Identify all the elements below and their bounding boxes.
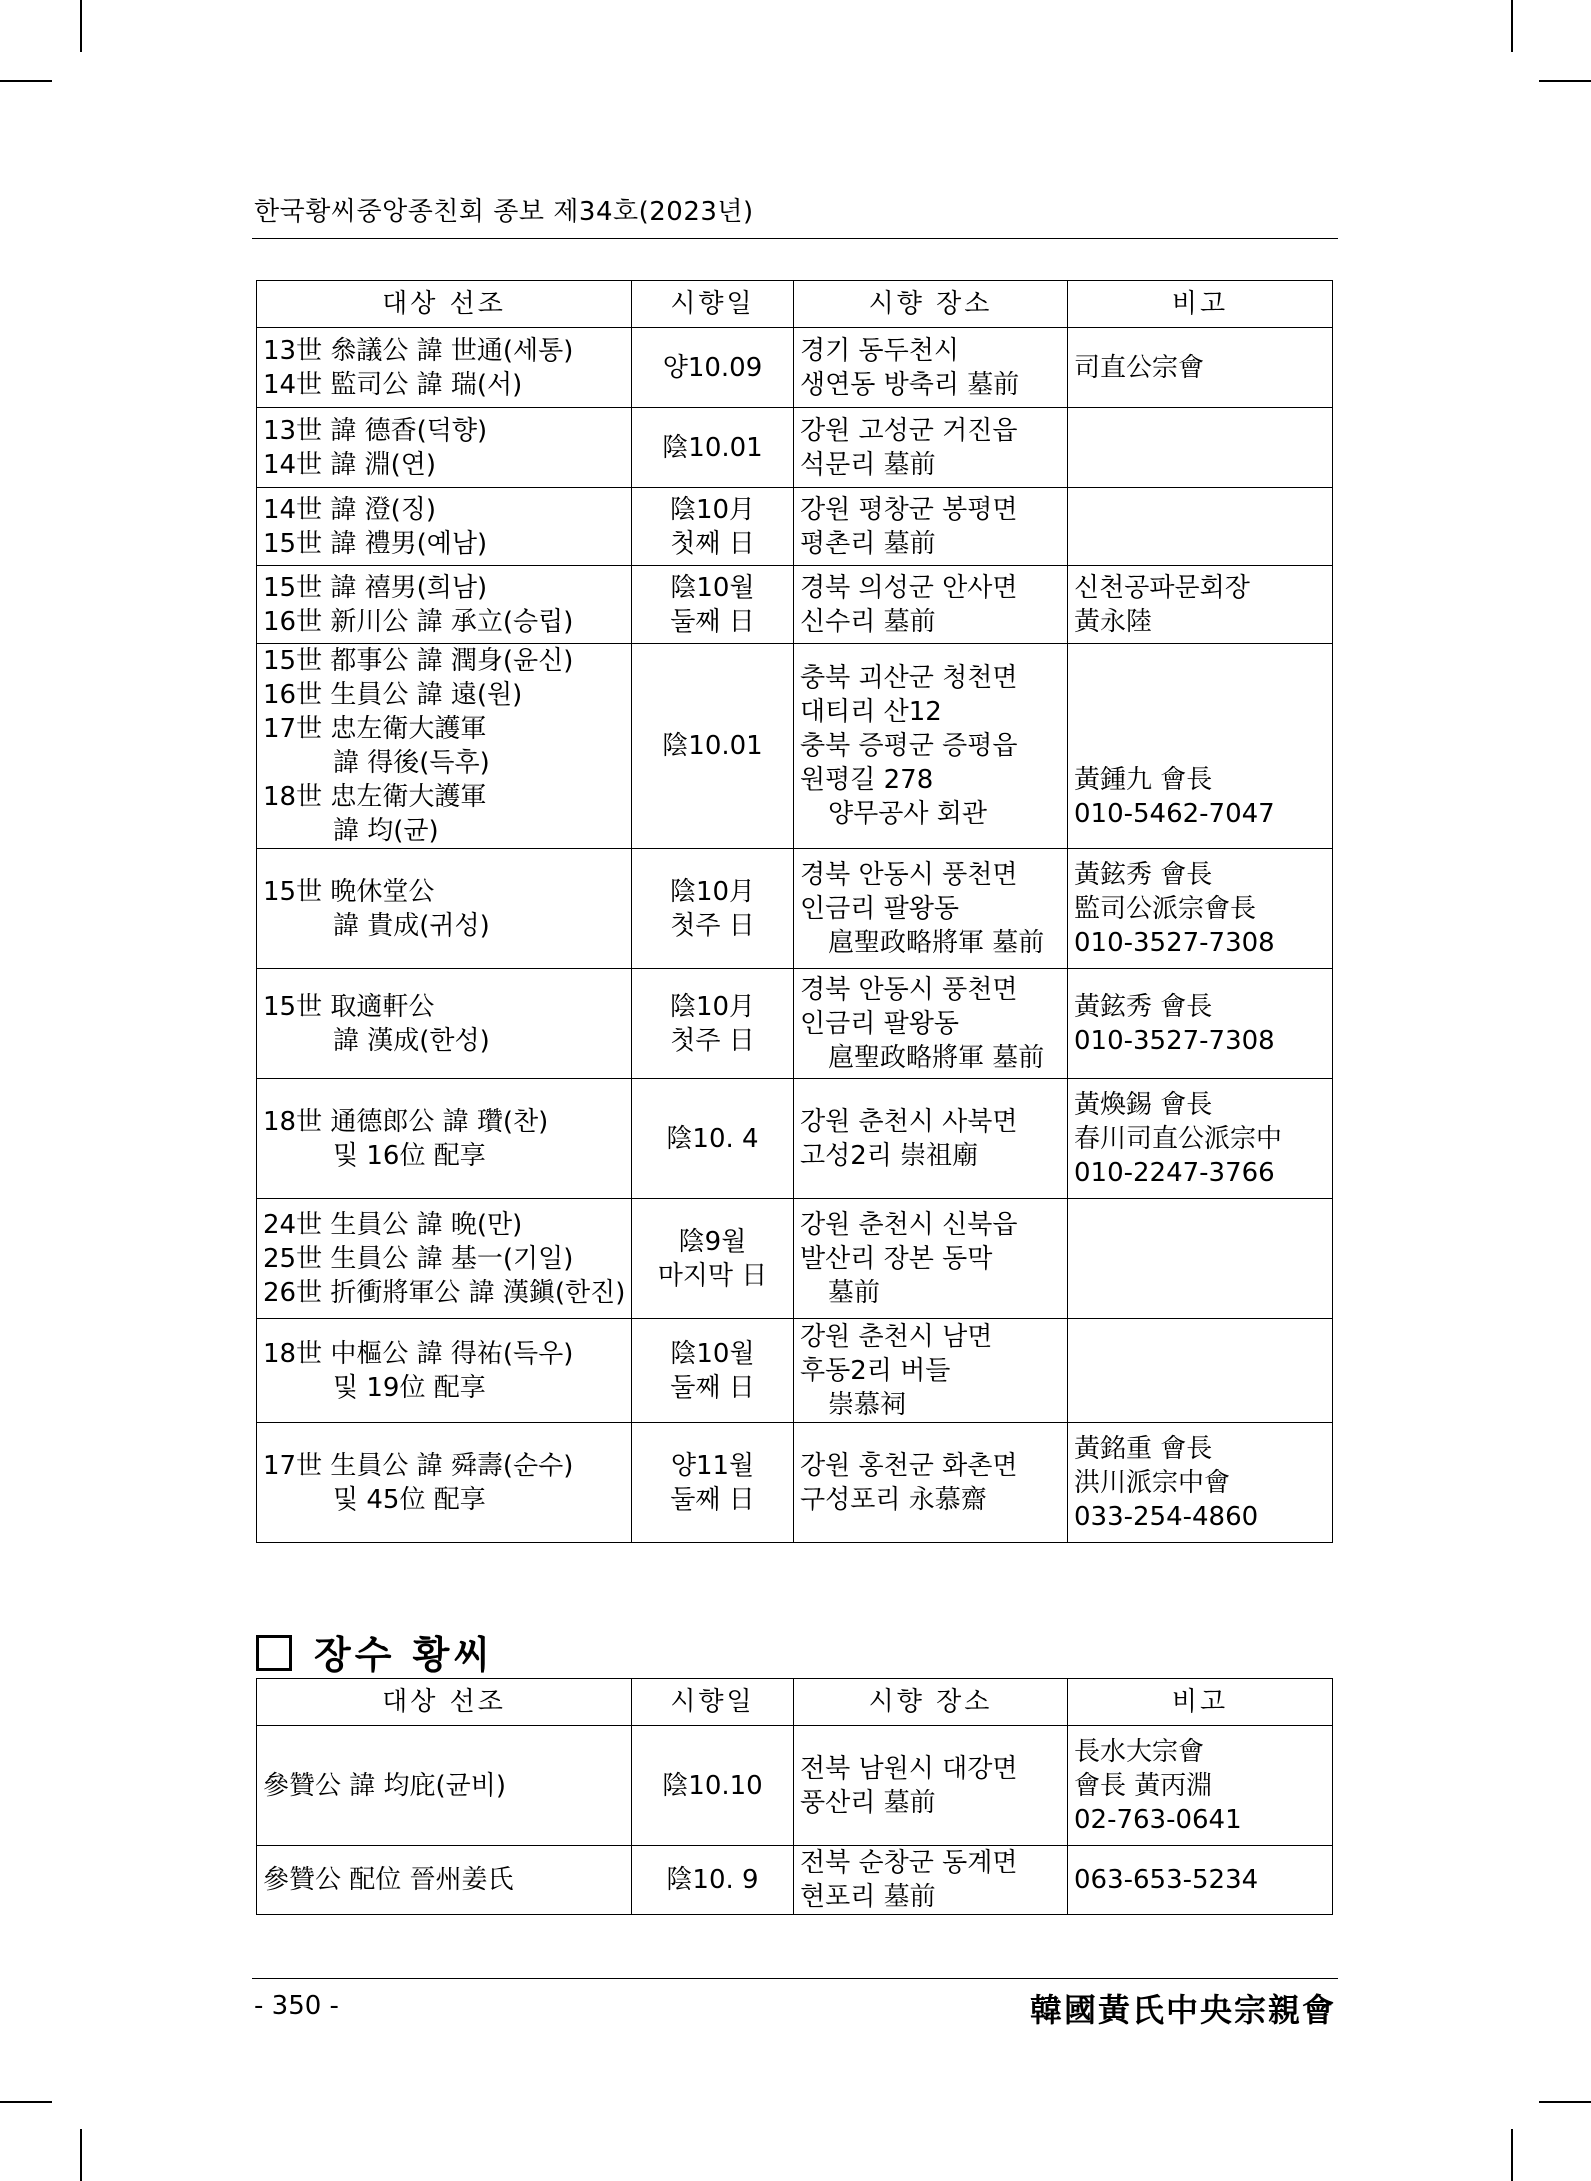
date-cell <box>632 1423 794 1543</box>
ancestor-cell-line: 16世 新川公 諱 承立(승립) <box>263 606 574 637</box>
table-row <box>257 644 1333 849</box>
col-header-ancestor: 대상 선조 <box>257 281 632 328</box>
crop-mark <box>1511 2129 1513 2181</box>
ancestor-cell-line: 參贊公 配位 晉州姜氏 <box>263 1865 514 1895</box>
place-cell-line: 원평길 278 <box>800 765 934 795</box>
date-cell-line: 陰10. 4 <box>666 1123 759 1154</box>
ancestor-cell-line: 18世 通德郎公 諱 瓚(찬) <box>263 1106 549 1137</box>
col-header-date: 시향일 <box>632 281 794 328</box>
date-cell <box>632 1726 794 1846</box>
date-cell-line: 陰10月 <box>669 991 756 1022</box>
date-cell-line: 양11월 <box>670 1450 755 1481</box>
table-row <box>257 1726 1333 1846</box>
note-cell-line: 長水大宗會 <box>1074 1736 1205 1767</box>
note-cell-line: 監司公派宗會長 <box>1074 893 1257 924</box>
checkbox-square-icon <box>256 1635 292 1671</box>
ancestor-cell-line: 15世 諱 禧男(희남) <box>263 572 488 603</box>
note-cell <box>1068 1423 1333 1543</box>
place-cell-line: 경북 안동시 풍천면 <box>800 974 1018 1005</box>
section-title: 장수 황씨 <box>314 1633 495 1677</box>
note-cell-line: 黃銘重 會長 <box>1074 1433 1213 1464</box>
place-cell-line: 고성2리 崇祖廟 <box>800 1140 979 1171</box>
note-cell-line: 010-3527-7308 <box>1074 1025 1275 1056</box>
col-header-note: 비고 <box>1068 281 1333 328</box>
ancestor-cell <box>257 566 632 644</box>
note-cell <box>1068 849 1333 969</box>
date-cell-line: 둘째 日 <box>670 1372 755 1403</box>
section-heading <box>256 1624 494 1679</box>
col-header-place: 시향 장소 <box>794 1679 1068 1726</box>
ancestor-cell-line: 14世 諱 澄(징) <box>263 494 437 525</box>
place-cell <box>794 644 1068 849</box>
ancestor-cell <box>257 849 632 969</box>
place-cell-line: 후동2리 버들 <box>800 1355 951 1386</box>
place-cell-line: 경북 안동시 풍천면 <box>800 859 1018 890</box>
place-cell <box>794 1726 1068 1846</box>
note-cell <box>1068 1079 1333 1199</box>
note-cell-line: 033-254-4860 <box>1074 1501 1259 1532</box>
date-cell-line: 陰10.10 <box>662 1770 763 1801</box>
place-cell <box>794 849 1068 969</box>
note-cell-line: 010-5462-7047 <box>1074 799 1275 829</box>
place-cell-line: 생연동 방축리 墓前 <box>800 369 1020 400</box>
date-cell-line: 양10.09 <box>662 352 763 383</box>
note-cell-line: 黃鍾九 會長 <box>1074 765 1213 795</box>
ancestor-cell-line: 25世 生員公 諱 基一(기일) <box>263 1243 574 1274</box>
ancestor-cell <box>257 644 632 849</box>
place-cell <box>794 969 1068 1079</box>
note-cell-line: 黃永陸 <box>1074 606 1153 637</box>
place-cell-line: 현포리 墓前 <box>800 1882 936 1912</box>
place-cell-line: 석문리 墓前 <box>800 449 936 480</box>
ancestor-cell-line: 15世 晩休堂公 <box>263 876 435 907</box>
place-cell-line: 扈聖政略將軍 墓前 <box>828 1042 1045 1073</box>
table-row <box>257 1079 1333 1199</box>
ancestor-cell-line: 諱 得後(득후) <box>333 748 490 778</box>
ancestor-cell <box>257 1199 632 1319</box>
crop-mark <box>1539 80 1591 82</box>
date-cell-line: 陰10月 <box>669 494 756 525</box>
table-header-row <box>257 281 1333 328</box>
place-cell <box>794 1846 1068 1915</box>
note-cell-line: 010-3527-7308 <box>1074 927 1275 958</box>
place-cell <box>794 488 1068 566</box>
ancestor-cell-line: 24世 生員公 諱 晩(만) <box>263 1209 523 1240</box>
note-cell <box>1068 1319 1333 1423</box>
table-row <box>257 1199 1333 1319</box>
note-cell-line <box>1074 729 1326 763</box>
place-cell-line: 경기 동두천시 <box>800 335 959 366</box>
place-cell-line: 발산리 장본 동막 <box>800 1243 993 1274</box>
note-cell-line: 黃煥錫 會長 <box>1074 1089 1213 1120</box>
ancestor-cell <box>257 1846 632 1915</box>
place-cell-line: 충북 증평군 증평읍 <box>800 731 1018 761</box>
date-cell-line: 陰10.01 <box>662 432 763 463</box>
place-cell <box>794 1079 1068 1199</box>
page-header <box>252 190 1338 239</box>
ancestor-cell-line: 諱 漢成(한성) <box>333 1025 490 1056</box>
crop-mark <box>80 0 82 52</box>
date-cell-line: 첫주 日 <box>670 1025 755 1056</box>
place-cell-line: 강원 홍천군 화촌면 <box>800 1450 1018 1481</box>
note-cell-line: 黃鉉秀 會長 <box>1074 991 1213 1022</box>
note-cell-line: 司直公宗會 <box>1074 352 1205 383</box>
date-cell <box>632 849 794 969</box>
crop-mark <box>0 2101 52 2103</box>
ancestor-cell-line: 및 16位 配享 <box>333 1140 486 1171</box>
note-cell <box>1068 408 1333 488</box>
ancestor-cell <box>257 969 632 1079</box>
place-cell-line: 양무공사 회관 <box>828 799 987 829</box>
ancestor-cell-line: 14世 諱 淵(연) <box>263 449 437 480</box>
ancestor-cell <box>257 1423 632 1543</box>
col-header-date: 시향일 <box>632 1679 794 1726</box>
ancestor-cell-line: 18世 中樞公 諱 得祐(득우) <box>263 1338 574 1369</box>
ancestor-cell-line: 諱 均(균) <box>333 816 439 846</box>
note-cell <box>1068 1199 1333 1319</box>
ancestor-cell-line: 15世 諱 禮男(예남) <box>263 528 488 559</box>
place-cell-line: 구성포리 永慕齋 <box>800 1484 987 1515</box>
table-row <box>257 488 1333 566</box>
date-cell-line: 陰10. 9 <box>666 1865 759 1895</box>
table-row <box>257 1846 1333 1915</box>
date-cell <box>632 408 794 488</box>
crop-mark <box>80 2129 82 2181</box>
place-cell <box>794 1423 1068 1543</box>
note-cell-line <box>1074 695 1326 729</box>
note-cell-line: 會長 黃丙淵 <box>1074 1770 1213 1801</box>
ancestor-cell-line: 17世 生員公 諱 舜壽(순수) <box>263 1450 574 1481</box>
place-cell-line: 강원 춘천시 사북면 <box>800 1106 1018 1137</box>
place-cell <box>794 1319 1068 1423</box>
place-cell-line: 인금리 팔왕동 <box>800 893 959 924</box>
date-cell-line: 첫주 日 <box>670 910 755 941</box>
ancestor-cell-line: 18世 忠左衛大護軍 <box>263 782 487 812</box>
note-cell-line <box>1074 661 1326 695</box>
table-row <box>257 566 1333 644</box>
date-cell <box>632 1319 794 1423</box>
note-cell <box>1068 1846 1333 1915</box>
date-cell-line: 陰10월 <box>670 572 755 603</box>
note-cell <box>1068 969 1333 1079</box>
crop-mark <box>0 80 52 82</box>
place-cell-line: 신수리 墓前 <box>800 606 936 637</box>
note-cell-line: 063-653-5234 <box>1074 1865 1259 1895</box>
date-cell-line: 陰10.01 <box>662 731 763 761</box>
place-cell-line: 강원 춘천시 남면 <box>800 1321 993 1352</box>
ancestor-cell-line: 26世 折衝將軍公 諱 漢鎭(한진) <box>263 1277 626 1308</box>
note-cell <box>1068 1726 1333 1846</box>
date-cell <box>632 1846 794 1915</box>
date-cell-line: 陰9월 <box>678 1226 747 1257</box>
note-cell-line: 010-2247-3766 <box>1074 1157 1275 1188</box>
place-cell-line: 扈聖政略將軍 墓前 <box>828 927 1045 958</box>
place-cell-line: 인금리 팔왕동 <box>800 1008 959 1039</box>
date-cell <box>632 1199 794 1319</box>
place-cell-line: 강원 평창군 봉평면 <box>800 494 1018 525</box>
ancestor-cell-line: 13世 叅議公 諱 世通(세통) <box>263 335 574 366</box>
date-cell <box>632 566 794 644</box>
ancestor-cell-line: 15世 取適軒公 <box>263 991 435 1022</box>
header-title: 한국황씨중앙종친회 종보 제34호(2023년) <box>254 197 754 227</box>
table-header-row <box>257 1679 1333 1726</box>
table-row <box>257 1423 1333 1543</box>
ceremony-table-jangsu <box>256 1678 1333 1915</box>
note-cell-line: 02-763-0641 <box>1074 1804 1242 1835</box>
col-header-ancestor: 대상 선조 <box>257 1679 632 1726</box>
note-cell-line: 신천공파문회장 <box>1074 572 1250 603</box>
table-row <box>257 849 1333 969</box>
place-cell-line: 전북 남원시 대강면 <box>800 1753 1018 1784</box>
note-cell <box>1068 488 1333 566</box>
ancestor-cell-line: 및 19位 配享 <box>333 1372 486 1403</box>
date-cell <box>632 1079 794 1199</box>
ancestor-cell <box>257 1079 632 1199</box>
crop-mark <box>1539 2101 1591 2103</box>
place-cell-line: 강원 춘천시 신북읍 <box>800 1209 1018 1240</box>
place-cell-line: 전북 순창군 동계면 <box>800 1848 1018 1878</box>
note-cell <box>1068 566 1333 644</box>
place-cell-line: 강원 고성군 거진읍 <box>800 415 1018 446</box>
note-cell <box>1068 328 1333 408</box>
date-cell <box>632 969 794 1079</box>
ceremony-table-main <box>256 280 1333 1543</box>
crop-mark <box>1511 0 1513 52</box>
date-cell-line: 陰10월 <box>670 1338 755 1369</box>
ancestor-cell-line: 參贊公 諱 均庇(균비) <box>263 1770 507 1801</box>
date-cell <box>632 644 794 849</box>
ancestor-cell <box>257 1319 632 1423</box>
ancestor-cell-line: 및 45位 配享 <box>333 1484 486 1515</box>
table-row <box>257 969 1333 1079</box>
note-cell-line: 春川司直公派宗中 <box>1074 1123 1283 1154</box>
ancestor-cell-line: 16世 生員公 諱 遠(원) <box>263 680 523 710</box>
ancestor-cell <box>257 1726 632 1846</box>
date-cell-line: 둘째 日 <box>670 606 755 637</box>
note-cell-line: 洪川派宗中會 <box>1074 1467 1231 1498</box>
date-cell-line: 둘째 日 <box>670 1484 755 1515</box>
place-cell-line: 풍산리 墓前 <box>800 1787 936 1818</box>
table-row <box>257 408 1333 488</box>
place-cell <box>794 408 1068 488</box>
date-cell <box>632 328 794 408</box>
ancestor-cell-line: 13世 諱 德香(덕향) <box>263 415 488 446</box>
ancestor-cell <box>257 408 632 488</box>
ancestor-cell-line: 15世 都事公 諱 潤身(윤신) <box>263 646 574 676</box>
place-cell <box>794 328 1068 408</box>
note-cell <box>1068 644 1333 849</box>
table-row <box>257 328 1333 408</box>
table-row <box>257 1319 1333 1423</box>
col-header-place: 시향 장소 <box>794 281 1068 328</box>
footer-org-name: 韓國黃氏中央宗親會 <box>1029 1991 1336 2029</box>
note-cell-line: 黃鉉秀 會長 <box>1074 859 1213 890</box>
place-cell-line: 墓前 <box>828 1277 881 1308</box>
ancestor-cell-line: 14世 監司公 諱 瑞(서) <box>263 369 523 400</box>
date-cell <box>632 488 794 566</box>
date-cell-line: 마지막 日 <box>657 1260 768 1291</box>
date-cell-line: 陰10月 <box>669 876 756 907</box>
place-cell-line: 대티리 산12 <box>800 697 942 727</box>
page-number: - 350 - <box>254 1991 339 2021</box>
ancestor-cell-line: 17世 忠左衛大護軍 <box>263 714 487 744</box>
ancestor-cell <box>257 488 632 566</box>
page-footer <box>252 1978 1338 2039</box>
ancestor-cell-line: 諱 貴成(귀성) <box>333 910 490 941</box>
place-cell-line: 평촌리 墓前 <box>800 528 936 559</box>
place-cell <box>794 1199 1068 1319</box>
place-cell-line: 경북 의성군 안사면 <box>800 572 1018 603</box>
place-cell-line: 충북 괴산군 청천면 <box>800 663 1018 693</box>
place-cell-line: 崇慕祠 <box>828 1389 907 1420</box>
place-cell <box>794 566 1068 644</box>
date-cell-line: 첫째 日 <box>670 528 755 559</box>
col-header-note: 비고 <box>1068 1679 1333 1726</box>
ancestor-cell <box>257 328 632 408</box>
